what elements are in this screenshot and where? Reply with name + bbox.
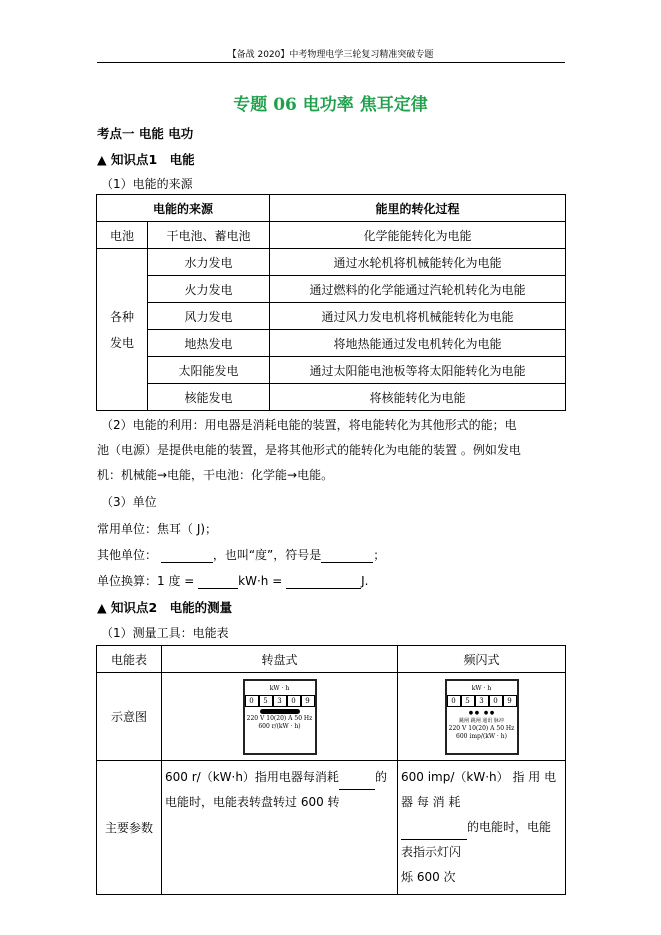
- unit-conversion: 单位换算：1 度 = kW·h = J.: [97, 574, 369, 588]
- header-rule: [97, 62, 565, 63]
- table-cell: 核能发电: [148, 384, 270, 411]
- section-heading: 考点一 电能 电功: [97, 126, 194, 141]
- param-cell: 600 imp/（kW·h） 指 用 电 器 每 消 耗 的电能时，电能表指示灯闪 烁 600 次: [398, 761, 566, 895]
- unit-common: 常用单位：焦耳（ J)；: [97, 522, 218, 536]
- table-cell: 火力发电: [148, 276, 270, 303]
- table-cell: 电池: [97, 222, 148, 249]
- table-cell: 地热发电: [148, 330, 270, 357]
- group-label: 各种 发电: [97, 249, 148, 411]
- paragraph-line: （2）电能的利用：用电器是消耗电能的装置，将电能转化为其他形式的能；电: [101, 418, 517, 432]
- meter-diagram-cell: [162, 673, 398, 761]
- table-cell: 化学能能转化为电能: [270, 222, 566, 249]
- rotary-disc-icon: [260, 709, 300, 714]
- subheading-sources: （1）电能的来源: [101, 177, 193, 191]
- meter-table: [96, 645, 566, 895]
- param-cell: 600 r/（kW·h）指用电器每消耗 的 电能时，电能表转盘转过 600 转: [162, 761, 398, 895]
- table-cell: 将核能转化为电能: [270, 384, 566, 411]
- paragraph-line: 机：机械能→电能，干电池：化学能→电能。: [97, 468, 334, 482]
- table-cell: 通过水轮机将机械能转化为电能: [270, 249, 566, 276]
- table-cell: 通过燃料的化学能通过汽轮机转化为电能: [270, 276, 566, 303]
- table-header: 转盘式: [162, 646, 398, 673]
- page-title: 专题 06 电功率 焦耳定律: [233, 95, 428, 115]
- flash-meter-diagram: kW · h 0 5 3 0 9 ● ● ● ● 跳闸 跳闸 通讯 脉冲 220 V 10(20) A 50 Hz 600 imp/(kW · h): [445, 679, 519, 755]
- subheading-units: （3）单位: [101, 495, 157, 509]
- unit-other: 其他单位： ，也叫“度”，符号是 ；: [97, 548, 386, 562]
- table-header: 电能表: [97, 646, 162, 673]
- running-header: 【备战 2020】中考物理电学三轮复习精准突破专题: [227, 50, 434, 60]
- table-cell: 示意图: [97, 673, 162, 761]
- table-cell: 主要参数: [97, 761, 162, 895]
- table-header: 电能的来源: [97, 195, 270, 222]
- table-cell: 将地热能通过发电机转化为电能: [270, 330, 566, 357]
- paragraph-line: 池（电源）是提供电能的装置，是将其他形式的能转化为电能的装置 。例如发电: [97, 443, 521, 457]
- table-cell: 通过太阳能电池板等将太阳能转化为电能: [270, 357, 566, 384]
- fill-blank[interactable]: [321, 550, 373, 563]
- table-header: 能里的转化过程: [270, 195, 566, 222]
- fill-blank[interactable]: [286, 576, 361, 589]
- energy-source-table: [96, 194, 566, 411]
- knowledge-point-1: ▲ 知识点1 电能: [97, 152, 195, 167]
- table-cell: 通过风力发电机将机械能转化为电能: [270, 303, 566, 330]
- table-cell: 太阳能发电: [148, 357, 270, 384]
- table-cell: 风力发电: [148, 303, 270, 330]
- meter-diagram-cell: [398, 673, 566, 761]
- fill-blank[interactable]: [401, 827, 467, 840]
- fill-blank[interactable]: [339, 777, 375, 790]
- table-header: 频闪式: [398, 646, 566, 673]
- table-cell: 干电池、蓄电池: [148, 222, 270, 249]
- rotary-meter-diagram: kW · h 0 5 3 0 9 220 V 10(20) A 50 Hz 600 r/(kW · h): [243, 679, 317, 755]
- fill-blank[interactable]: [198, 576, 238, 589]
- knowledge-point-2: ▲ 知识点2 电能的测量: [97, 600, 233, 615]
- subheading-tool: （1）测量工具：电能表: [101, 626, 229, 640]
- fill-blank[interactable]: [161, 550, 213, 563]
- table-cell: 水力发电: [148, 249, 270, 276]
